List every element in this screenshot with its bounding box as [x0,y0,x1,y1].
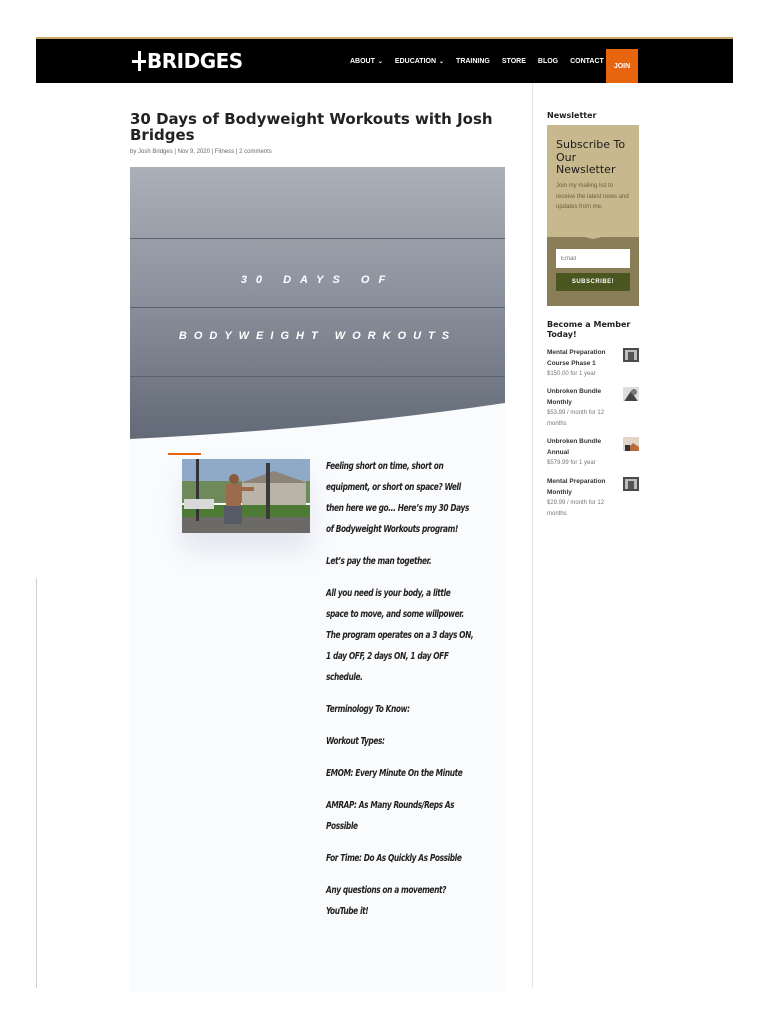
site-header [36,39,733,83]
product-name[interactable]: Mental Preparation Course Phase 1 [547,349,606,367]
hero-curve-divider [130,167,505,447]
product-price: $150.00 for 1 year [547,371,596,377]
nav-item-about[interactable]: ABOUT ⌄ [350,57,383,65]
nav-item-education[interactable]: EDUCATION ⌄ [394,57,445,65]
newsletter-description: Join my mailing list to receive the latest news and updates from me. [556,183,629,210]
product-price: $579.99 for 1 year [547,460,596,466]
hero-headline-line2: BODYWEIGHT WORKOUTS [178,330,457,342]
subscribe-button[interactable]: SUBSCRIBE! [556,273,630,291]
hero-banner [130,167,505,447]
product-price: $29.99 / month for 12 months [547,500,605,517]
product-item[interactable] [547,436,639,469]
post-paragraph: For Time: Do As Quickly As Possible [326,853,462,864]
newsletter-widget [547,125,639,306]
accent-divider [168,453,201,455]
product-item[interactable] [547,347,639,380]
post-date: Nov 9, 2020 [177,149,210,155]
post-featured-image [182,459,310,533]
nav-item-blog[interactable]: BLOG [537,57,559,65]
newsletter-title: Subscribe To Our Newsletter [556,138,626,176]
member-heading: Become a Member Today! [547,320,631,339]
main-nav [350,39,616,83]
product-name[interactable]: Unbroken Bundle Annual [547,438,602,456]
product-price: $53.99 / month for 12 months [547,410,605,427]
sidebar-divider [532,83,533,988]
category-link[interactable]: Fitness [214,149,235,155]
post-paragraph: All you need is your body, a little space to move, and some willpower. The program operates on a 3 days ON, 1 day OFF, 2 days ON, 1 day OFF schedule. [326,588,474,683]
product-name[interactable]: Mental Preparation Monthly [547,478,606,496]
comments-link[interactable]: 2 comments [239,149,272,155]
product-name[interactable]: Unbroken Bundle Monthly [547,388,602,406]
newsletter-heading: Newsletter [547,111,597,120]
site-logo[interactable] [132,50,243,72]
post-paragraph: Workout Types: [326,736,385,747]
join-button[interactable]: JOIN [606,49,638,83]
logo-cross-icon [132,51,146,71]
post-paragraph: Terminology To Know: [326,704,410,715]
post-paragraph: Feeling short on time, short on equipment, or short on space? Well then here we go... Here’s my 30 Days of Bodyweight Workouts program! [326,461,469,535]
page-edge-divider [36,578,37,988]
product-thumbnail-icon[interactable] [623,437,639,451]
post-paragraph: AMRAP: As Many Rounds/Reps As Possible [326,800,455,832]
nav-item-training[interactable]: TRAINING [456,57,490,65]
newsletter-divider-shape [547,225,639,245]
post-title: 30 Days of Bodyweight Workouts with Josh Bridges [130,110,493,144]
post-paragraph: EMOM: Every Minute On the Minute [326,768,463,779]
post-meta: by Josh Bridges | Nov 9, 2020 | Fitness | 2 comments [130,149,272,155]
chevron-down-icon: ⌄ [439,58,445,65]
product-item[interactable] [547,476,639,520]
post-body [326,456,474,933]
product-thumbnail-icon[interactable] [623,387,639,401]
email-field[interactable] [556,249,630,268]
product-item[interactable] [547,386,639,430]
post-paragraph: Any questions on a movement? YouTube it! [326,885,447,917]
nav-item-store[interactable]: STORE [501,57,526,65]
author-link[interactable]: Josh Bridges [138,149,173,155]
product-thumbnail-icon[interactable] [623,348,639,362]
post-paragraph: Let’s pay the man together. [326,556,432,567]
logo-text: BRIDGES [147,49,243,73]
chevron-down-icon: ⌄ [377,58,383,65]
hero-headline-line1: 30 DAYS OF [240,274,395,286]
product-thumbnail-icon[interactable] [623,477,639,491]
nav-item-contact[interactable]: CONTACT [570,57,604,65]
